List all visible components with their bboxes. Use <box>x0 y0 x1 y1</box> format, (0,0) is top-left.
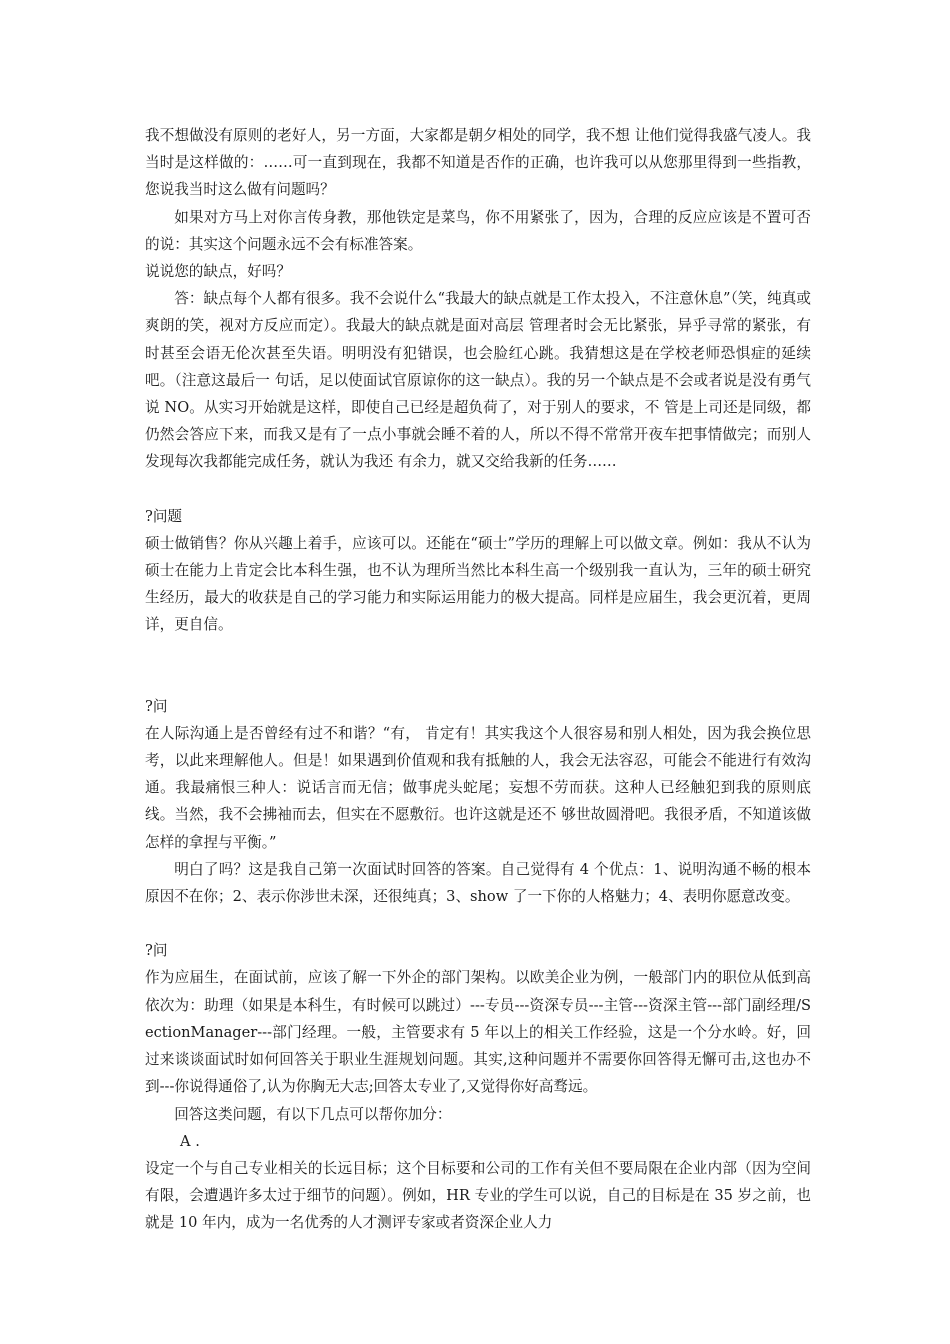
paragraph-2: 如果对方马上对你言传身教，那他铁定是菜鸟，你不用紧张了，因为，合理的反应应该是不置可否的说：其实这个问题永远不会有标准答案。 <box>145 208 811 253</box>
paragraph-tips-intro: 回答这类问题，有以下几点可以帮你加分： <box>174 1105 452 1123</box>
paragraph-point-a: 设定一个与自己专业相关的长远目标；这个目标要和公司的工作有关但不要局限在企业内部（因为空间有限，会遭遇许多太过于细节的问题）。例如，HR 专业的学生可以说，自己的目标是在 35 岁之前，也就是 10 年内，成为一名优秀的人才测评专家或者资深企业人力 <box>145 1159 811 1232</box>
paragraph-career-planning: 作为应届生，在面试前，应该了解一下外企的部门架构。以欧美企业为例，一般部门内的职位从低到高依次为：助理（如果是本科生，有时候可以跳过）---专员---资深专员---主管---资深主管---部门副经理/SectionManager---部门经理。一般，主管要求有 5 年以上的相关工作经验，这是一个分水岭。好，回过来谈谈面试时如何回答关于职业生涯规划问题。其实,这种问题并不需要你回答得无懈可击,这也办不到---你说得通俗了,认为你胸无大志;回答太专业了,又觉得你好高骛远。 <box>145 969 811 1096</box>
spacer <box>145 476 811 503</box>
document-page <box>145 122 811 1237</box>
section-heading-1: ?问题 <box>145 507 183 525</box>
section-heading-3: ?问 <box>145 942 168 960</box>
paragraph-masters-sales: 硕士做销售？你从兴趣上着手，应该可以。还能在“硕士”学历的理解上可以做文章。例如：我从不认为硕士在能力上肯定会比本科生强，也不认为理所当然比本科生高一个级别我一直认为，三年的硕士研究生经历，最大的收获是自己的学习能力和实际运用能力的极大提高。同样是应届生，我会更沉着，更周详，更自信。 <box>145 534 811 634</box>
point-a-label: A . <box>180 1132 200 1150</box>
spacer <box>145 910 811 937</box>
paragraph-analysis: 明白了吗？这是我自己第一次面试时回答的答案。自己觉得有 4 个优点：1、说明沟通不畅的根本原因不在你；2、表示你涉世未深，还很纯真；3、show 了一下你的人格魅力；4、表明你愿意改变。 <box>145 860 811 906</box>
paragraph-communication: 在人际沟通上是否曾经有过不和谐？“有， 肯定有！其实我这个人很容易和别人相处，因为我会换位思考，以此来理解他人。但是！如果遇到价值观和我有抵触的人，我会无法容忍，可能会不能进行有效沟 通。我最痛恨三种人：说话言而无信；做事虎头蛇尾；妄想不劳而获。这种人已经触犯到我的原则底线。当然，我不会拂袖而去，但实在不愿敷衍。也许这就是还不 够世故圆滑吧。我很矛盾，不知道该做怎样的拿捏与平衡。” <box>145 724 811 851</box>
spacer <box>145 639 811 693</box>
answer-shortcomings: 答：缺点每个人都有很多。我不会说什么“我最大的缺点就是工作太投入，不注意休息”（笑，纯真或爽朗的笑，视对方反应而定）。我最大的缺点就是面对高层 管理者时会无比紧张，异乎寻常的紧张，有时甚至会语无伦次甚至失语。明明没有犯错误，也会脸红心跳。我猜想这是在学校老师恐惧症的延续吧。（注意这最后一 句话，足以使面试官原谅你的这一缺点）。我的另一个缺点是不会或者说是没有勇气说 NO。从实习开始就是这样，即使自己已经是超负荷了，对于别人的要求，不 管是上司还是同级，都仍然会答应下来，而我又是有了一点小事就会睡不着的人，所以不得不常常开夜车把事情做完；而别人发现每次我都能完成任务，就认为我还 有余力，就又交给我新的任务…… <box>145 290 811 471</box>
paragraph-1: 我不想做没有原则的老好人，另一方面，大家都是朝夕相处的同学，我不想 让他们觉得我盛气凌人。我当时是这样做的：……可一直到现在，我都不知道是否作的正确，也许我可以从您那里得到一些指教，您说我当时这么做有问题吗？ <box>145 127 811 199</box>
question-shortcomings: 说说您的缺点，好吗？ <box>145 263 291 281</box>
section-heading-2: ?问 <box>145 697 168 715</box>
